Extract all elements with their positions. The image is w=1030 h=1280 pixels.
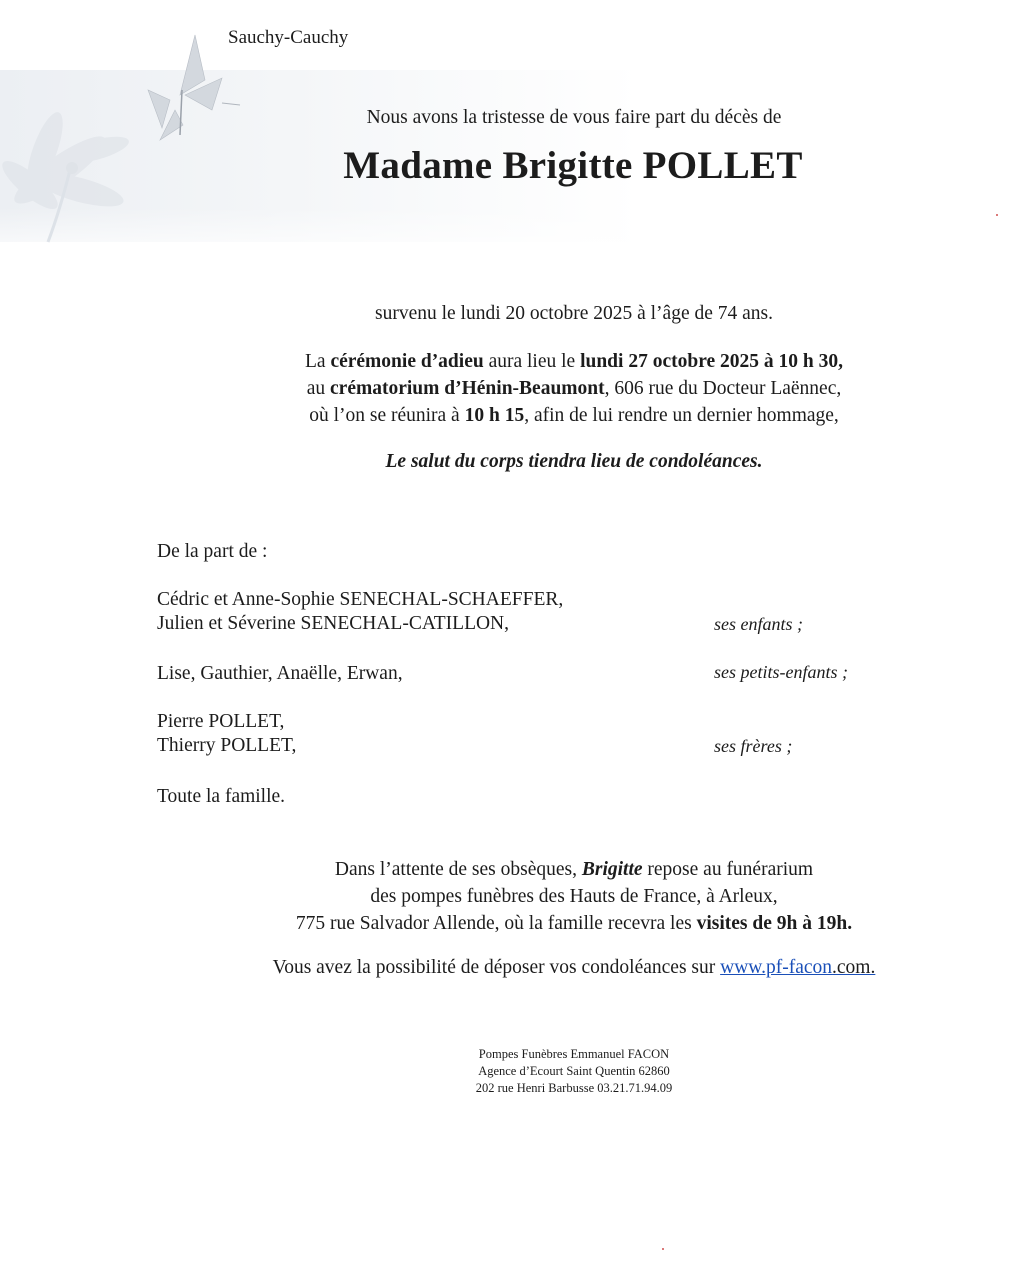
condolences-line: Vous avez la possibilité de déposer vos condoléances sur www.pf-facon.com. (272, 957, 876, 978)
funeral-home-line-1: Dans l’attente de ses obsèques, Brigitte repose au funérarium (334, 859, 814, 880)
family-group-brothers (157, 710, 296, 758)
family-label: De la part de : (157, 541, 268, 562)
funeral-home-line-2: des pompes funèbres des Hauts de France, à Arleux, (370, 886, 778, 907)
family-member-line: Cédric et Anne-Sophie SENECHAL-SCHAEFFER, (157, 589, 564, 610)
family-group-children (157, 588, 563, 636)
funeral-home-line-3: 775 rue Salvador Allende, où la famille recevra les visites de 9h à 19h. (295, 913, 853, 934)
family-member-line: Thierry POLLET, (157, 735, 297, 756)
footer-line-address: 202 rue Henri Barbusse 03.21.71.94.09 (475, 1081, 673, 1095)
ceremony-line-1: La cérémonie d’adieu aura lieu le lundi 27 octobre 2025 à 10 h 30, (304, 351, 843, 372)
town-name: Sauchy-Cauchy (228, 27, 349, 48)
announcement-intro: Nous avons la tristesse de vous faire part du décès de (366, 107, 782, 128)
scan-speck (996, 214, 998, 216)
salut-note: Le salut du corps tiendra lieu de condoléances. (385, 451, 763, 472)
ceremony-line-3: où l’on se réunira à 10 h 15, afin de lui rendre un dernier hommage, (309, 405, 839, 426)
footer-line-agency: Agence d’Ecourt Saint Quentin 62860 (478, 1064, 670, 1078)
ceremony-line-2: au crématorium d’Hénin-Beaumont, 606 rue du Docteur Laënnec, (306, 378, 842, 399)
family-role-brothers: ses frères ; (714, 736, 793, 756)
ceremony-details (194, 348, 954, 429)
footer-line-company: Pompes Funèbres Emmanuel FACON (478, 1047, 670, 1061)
family-group-all: Toute la famille. (157, 786, 286, 807)
family-role-children: ses enfants ; (714, 614, 803, 634)
family-role-grandchildren: ses petits-enfants ; (714, 662, 848, 682)
condolences-website-link[interactable]: www.pf-facon.com. (720, 957, 876, 978)
family-group-grandchildren: Lise, Gauthier, Anaëlle, Erwan, (157, 663, 403, 684)
funeral-director-footer (374, 1046, 774, 1097)
deceased-name: Madame Brigitte POLLET (343, 144, 803, 187)
funeral-home-details (194, 856, 954, 937)
death-date-line: survenu le lundi 20 octobre 2025 à l’âge de 74 ans. (374, 303, 774, 324)
scan-speck (662, 1248, 664, 1250)
family-member-line: Pierre POLLET, (157, 711, 285, 732)
family-member-line: Julien et Séverine SENECHAL-CATILLON, (157, 613, 510, 634)
